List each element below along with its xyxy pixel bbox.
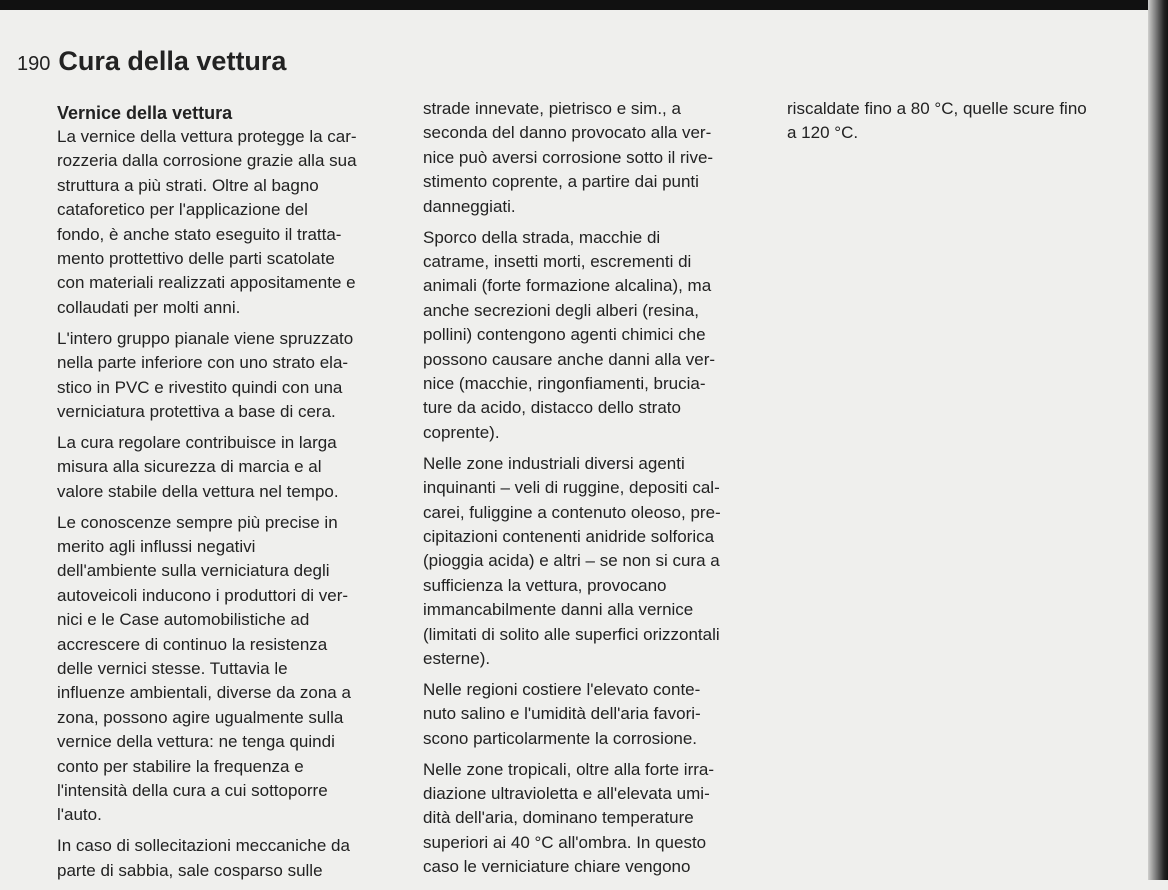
text-line: accrescere di continuo la resistenza xyxy=(57,634,328,654)
scan-top-edge xyxy=(0,0,1168,10)
text-line: dità dell'aria, dominano temperature xyxy=(423,808,694,828)
text-line: La cura regolare contribuisce in larga xyxy=(57,432,337,452)
text-line: influenze ambientali, diverse da zona a xyxy=(57,683,351,703)
text-line: esterne). xyxy=(423,648,491,668)
paragraph xyxy=(57,431,417,504)
text-line: strade innevate, pietrisco e sim., a xyxy=(423,99,681,118)
text-line: stico in PVC e rivestito quindi con una xyxy=(57,377,343,397)
column-3-body xyxy=(787,97,1147,146)
text-line: a 120 °C. xyxy=(787,123,859,143)
paragraph xyxy=(423,678,783,751)
text-line: l'auto. xyxy=(57,805,102,825)
paragraph xyxy=(787,97,1147,146)
text-line: valore stabile della vettura nel tempo. xyxy=(57,481,339,501)
text-line: ture da acido, distacco dello strato xyxy=(423,398,681,418)
text-line: collaudati per molti anni. xyxy=(57,297,241,317)
text-line: cipitazioni contenenti anidride solforica xyxy=(423,526,715,546)
text-line: nice (macchie, ringonfiamenti, brucia- xyxy=(423,373,706,393)
text-line: anche secrezioni degli alberi (resina, xyxy=(423,300,699,320)
text-line: stimento coprente, a partire dai punti xyxy=(423,172,699,192)
text-line: Sporco della strada, macchie di xyxy=(423,227,661,247)
text-line: Nelle zone industriali diversi agenti xyxy=(423,453,685,473)
text-line: scono particolarmente la corrosione. xyxy=(423,728,698,748)
column-2 xyxy=(423,97,783,886)
paragraph xyxy=(57,834,417,883)
text-line: danneggiati. xyxy=(423,196,516,216)
text-line: superiori ai 40 °C all'ombra. In questo xyxy=(423,832,707,852)
column-1 xyxy=(57,100,417,890)
page-title: Cura della vettura xyxy=(58,46,287,76)
text-line: delle vernici stesse. Tuttavia le xyxy=(57,659,288,679)
text-line: con materiali realizzati appositamente e xyxy=(57,273,356,293)
text-line: inquinanti – veli di ruggine, depositi cal- xyxy=(423,478,720,498)
text-line: misura alla sicurezza di marcia e al xyxy=(57,457,322,477)
scan-binding-edge xyxy=(1148,0,1168,880)
text-line: diazione ultravioletta e all'elevata umi- xyxy=(423,783,710,803)
text-line: (pioggia acida) e altri – se non si cura a xyxy=(423,551,720,571)
text-line: coprente). xyxy=(423,422,500,442)
text-line: autoveicoli inducono i produttori di ver- xyxy=(57,585,349,605)
text-line: caso le verniciature chiare vengono xyxy=(423,857,691,877)
text-line: riscaldate fino a 80 °C, quelle scure fino xyxy=(787,99,1087,118)
column-3 xyxy=(787,97,1147,152)
text-line: rozzeria dalla corrosione grazie alla sua xyxy=(57,151,357,171)
text-line: Le conoscenze sempre più precise in xyxy=(57,512,338,532)
text-line: conto per stabilire la frequenza e xyxy=(57,756,304,776)
paragraph xyxy=(57,125,417,320)
text-line: nici e le Case automobilistiche ad xyxy=(57,610,310,630)
text-line: sufficienza la vettura, provocano xyxy=(423,575,667,595)
column-2-body xyxy=(423,97,783,880)
text-line: nella parte inferiore con uno strato ela- xyxy=(57,353,349,373)
text-line: l'intensità della cura a cui sottoporre xyxy=(57,781,328,801)
text-line: seconda del danno provocato alla ver- xyxy=(423,123,712,143)
text-line: fondo, è anche stato eseguito il tratta- xyxy=(57,224,342,244)
text-line: L'intero gruppo pianale viene spruzzato xyxy=(57,328,354,348)
text-line: verniciatura protettiva a base di cera. xyxy=(57,401,336,421)
page-number: 190 xyxy=(17,53,51,75)
text-line: catrame, insetti morti, escrementi di xyxy=(423,251,692,271)
text-line: zona, possono agire ugualmente sulla xyxy=(57,707,344,727)
text-line: La vernice della vettura protegge la car- xyxy=(57,127,357,146)
text-line: parte di sabbia, sale cosparso sulle xyxy=(57,860,323,880)
paragraph xyxy=(423,97,783,219)
text-line: merito agli influssi negativi xyxy=(57,537,256,556)
text-line: struttura a più strati. Oltre al bagno xyxy=(57,175,319,195)
text-line: dell'ambiente sulla verniciatura degli xyxy=(57,561,330,581)
text-line: pollini) contengono agenti chimici che xyxy=(423,325,706,345)
text-line: (limitati di solito alle superfici orizzontali xyxy=(423,624,720,644)
paragraph xyxy=(57,511,417,828)
text-line: nuto salino e l'umidità dell'aria favori- xyxy=(423,704,701,724)
text-line: possono causare anche danni alla ver- xyxy=(423,349,716,369)
column-1-body xyxy=(57,125,417,883)
text-line: nice può aversi corrosione sotto il rive- xyxy=(423,147,714,167)
text-line: vernice della vettura: ne tenga quindi xyxy=(57,732,335,752)
section-heading: Vernice della vettura xyxy=(57,103,233,123)
text-line: mento prottettivo delle parti scatolate xyxy=(57,249,335,269)
text-line: Nelle zone tropicali, oltre alla forte irra- xyxy=(423,759,715,779)
text-line: Nelle regioni costiere l'elevato conte- xyxy=(423,679,701,699)
text-line: immancabilmente danni alla vernice xyxy=(423,600,694,620)
paragraph xyxy=(423,226,783,446)
text-line: cataforetico per l'applicazione del xyxy=(57,200,308,220)
text-line: animali (forte formazione alcalina), ma xyxy=(423,276,712,296)
text-line: carei, fuliggine a contenuto oleoso, pre- xyxy=(423,502,721,522)
text-line: In caso di sollecitazioni meccaniche da xyxy=(57,836,350,856)
page-header xyxy=(17,46,286,77)
paragraph xyxy=(57,327,417,425)
paragraph xyxy=(423,452,783,672)
paragraph xyxy=(423,758,783,880)
